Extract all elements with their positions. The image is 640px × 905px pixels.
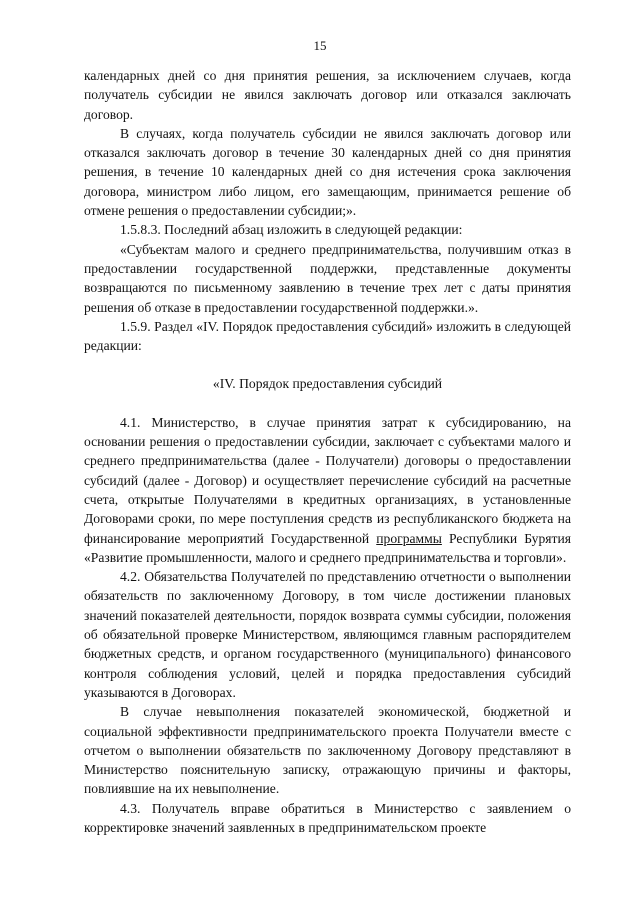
- paragraph-refusal-cancellation: В случаях, когда получатель субсидии не явился заключать договор или отказался заключать договор в течение 30 календарных дней со дня принятия решения, в течение 10 календарных дней со дня истечения срока заключения договора, министром либо лицом, его замещающим, принимается решение об отмене решения о предоставлении субсидии;».: [84, 125, 571, 219]
- paragraph-continuation: календарных дней со дня принятия решения, за исключением случаев, когда получатель субсидии не явился заключать договор или отказался заключать договор.: [84, 68, 571, 122]
- paragraph-4-2: 4.2. Обязательства Получателей по представлению отчетности о выполнении обязательств по заключенному Договору, в том числе достижении плановых значений показателей деятельности, порядок возврата суммы субсидии, положения об обязательной проверке Министерством, являющимся главным распорядителем бюджетных средств, и органом государственного (муниципального) финансового контроля соблюдения условий, целей и порядка предоставления субсидий указываются в Договорах.: [84, 569, 571, 700]
- paragraph-4-1-text-before: 4.1. Министерство, в случае принятия затрат к субсидированию, на основании решения о предоставлении субсидии, заключает с субъектами малого и среднего предпринимательства (далее - Получатели) договоры о предоставлении субсидий (далее - Договор) и осуществляет перечисление субсидий на расчетные счета, открытые Получателями в кредитных организациях, в установленные Договорами сроки, по мере поступления средств из республиканского бюджета на финансирование мероприятий Государственной: [84, 414, 571, 546]
- paragraph-quoted-return: «Субъектам малого и среднего предпринимательства, получившим отказ в предоставлении государственной поддержки, представленные документы возвращаются по письменному заявлению в течение трех лет с даты принятия решения об отказе в предоставлении государственной поддержки.».: [84, 241, 571, 315]
- section-heading: «IV. Порядок предоставления субсидий: [212, 376, 443, 392]
- document-body: [84, 66, 571, 837]
- paragraph-1-5-9: 1.5.9. Раздел «IV. Порядок предоставления субсидий» изложить в следующей редакции:: [84, 318, 571, 354]
- paragraph-4-3: 4.3. Получатель вправе обратиться в Министерство с заявлением о корректировке значений заявленных в предпринимательском проекте: [84, 800, 571, 835]
- paragraph-4-2-non-fulfilment: В случае невыполнения показателей экономической, бюджетной и социальной эффективности предпринимательского проекта Получатели вместе с отчетом о выполнении обязательств по заключенному Договору представляют в Министерство пояснительную записку, отражающую причины и факторы, повлиявшие на их невыполнение.: [84, 704, 571, 797]
- page-number: 15: [313, 38, 327, 53]
- paragraph-4-1: [84, 413, 571, 567]
- paragraph-4-1-text-after: Республики Бурятия «Развитие промышленности, малого и среднего предпринимательства и торговли».: [84, 530, 572, 565]
- program-link[interactable]: программы: [376, 530, 442, 546]
- paragraph-1-5-8-3: 1.5.8.3. Последний абзац изложить в следующей редакции:: [120, 222, 463, 238]
